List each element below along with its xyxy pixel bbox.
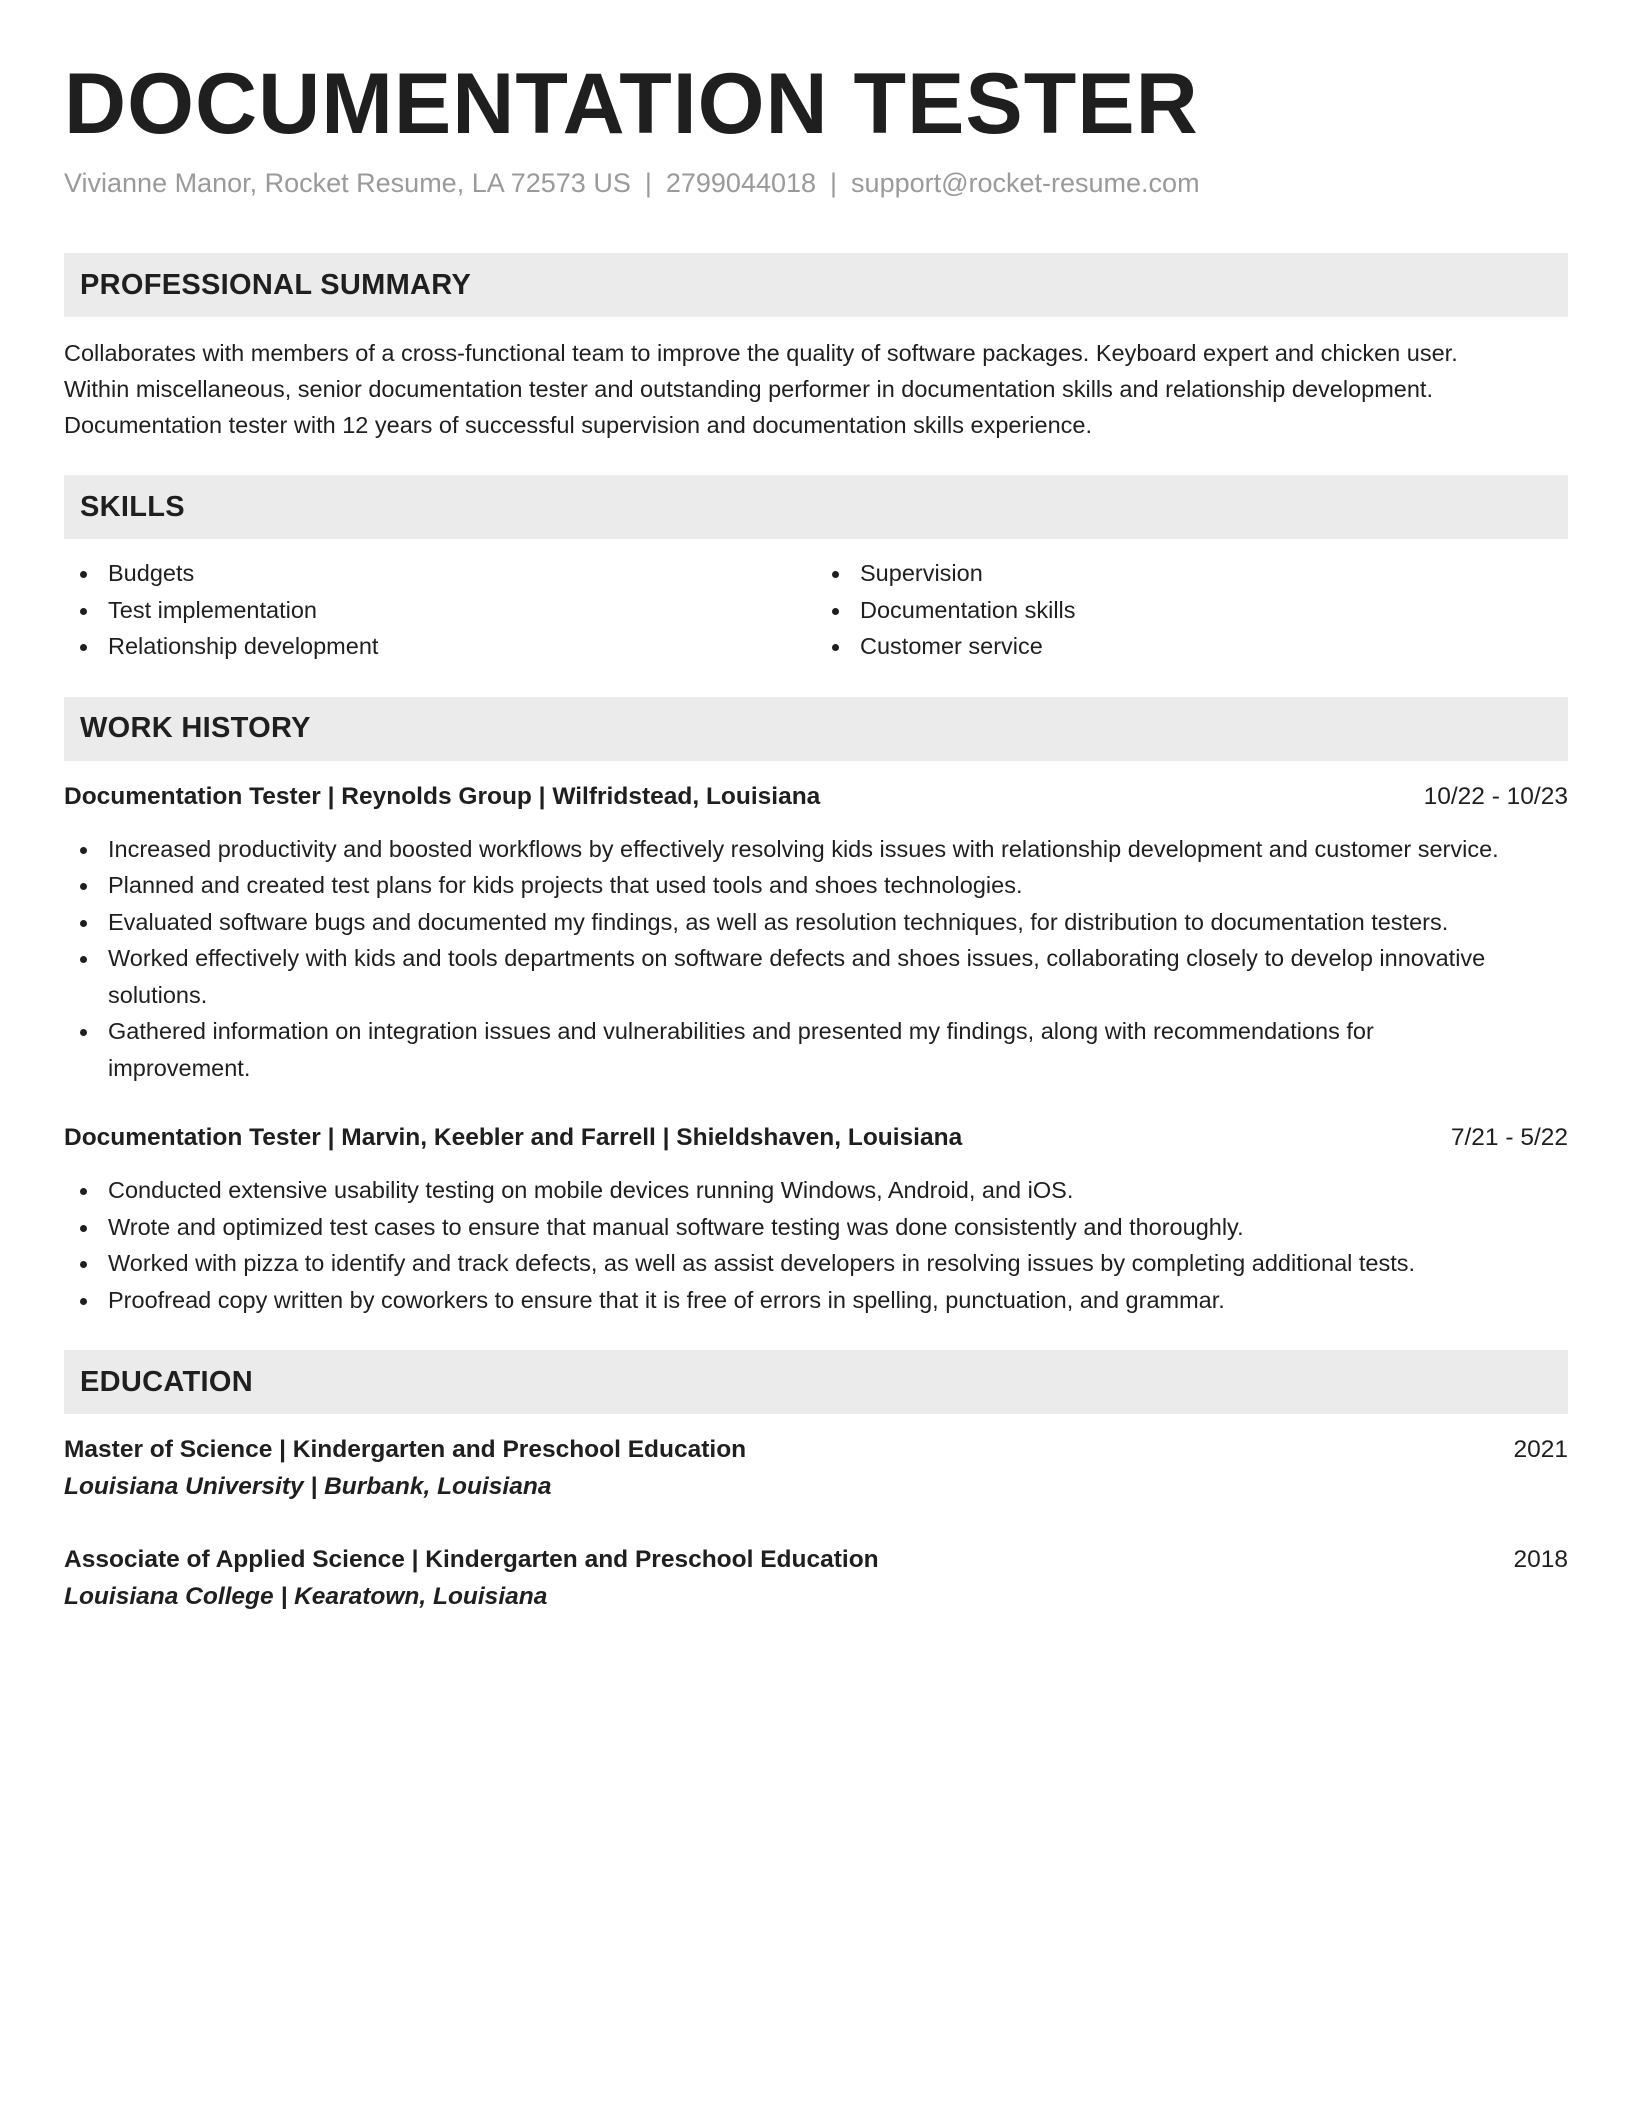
- education-year: 2021: [1513, 1436, 1568, 1464]
- job-bullet: Evaluated software bugs and documented my findings, as well as resolution techniques, for distribution to documentation testers.: [64, 904, 1504, 941]
- job-dates: 10/22 - 10/23: [1423, 782, 1568, 810]
- contact-separator: |: [644, 168, 652, 199]
- job-bullet: Conducted extensive usability testing on mobile devices running Windows, Android, and iOS.: [64, 1172, 1504, 1209]
- skill-item: Test implementation: [64, 592, 816, 629]
- summary-line: Documentation tester with 12 years of successful supervision and documentation skills experience.: [64, 412, 1092, 439]
- skills-column-left: [64, 555, 816, 665]
- job-bullet: Planned and created test plans for kids projects that used tools and shoes technologies.: [64, 867, 1504, 904]
- contact-phone: 2799044018: [665, 168, 817, 199]
- job-bullet: Gathered information on integration issues and vulnerabilities and presented my findings, along with recommendations for improvement.: [64, 1013, 1504, 1086]
- skills-section: [64, 475, 1568, 665]
- education-entry: [64, 1432, 1568, 1506]
- contact-separator: |: [830, 168, 838, 199]
- job-bullets: [64, 1172, 1504, 1318]
- job-bullet: Wrote and optimized test cases to ensure that manual software testing was done consistently and thoroughly.: [64, 1209, 1504, 1246]
- job-bullet: Worked with pizza to identify and track defects, as well as assist developers in resolving issues by completing additional tests.: [64, 1245, 1504, 1282]
- education-degree: Associate of Applied Science | Kindergarten and Preschool Education: [64, 1546, 879, 1574]
- job-bullet: Increased productivity and boosted workflows by effectively resolving kids issues with relationship development and customer service.: [64, 831, 1504, 868]
- skill-item: Documentation skills: [816, 592, 1568, 629]
- job-bullet: Worked effectively with kids and tools departments on software defects and shoes issues, collaborating closely to develop innovative solutions.: [64, 940, 1504, 1013]
- education-school: Louisiana University | Burbank, Louisiana: [64, 1473, 552, 1501]
- contact-address: Vivianne Manor, Rocket Resume, LA 72573 US: [64, 168, 631, 199]
- education-year: 2018: [1513, 1546, 1568, 1574]
- skills-heading: SKILLS: [64, 475, 1568, 539]
- skills-grid: [64, 555, 1568, 665]
- job-dates: 7/21 - 5/22: [1450, 1124, 1568, 1152]
- education-heading: EDUCATION: [64, 1350, 1568, 1414]
- job-header: [64, 779, 1568, 815]
- job-entry: [64, 1120, 1568, 1318]
- education-section: [64, 1350, 1568, 1616]
- job-bullet: Proofread copy written by coworkers to ensure that it is free of errors in spelling, punctuation, and grammar.: [64, 1282, 1504, 1319]
- job-title: Documentation Tester | Reynolds Group | Wilfridstead, Louisiana: [64, 782, 821, 810]
- contact-line: [64, 166, 1568, 201]
- education-entry: [64, 1542, 1568, 1616]
- summary-line: Within miscellaneous, senior documentation tester and outstanding performer in documentation skills and relationship development.: [64, 376, 1433, 403]
- skill-item: Budgets: [64, 555, 816, 592]
- summary-section: [64, 253, 1568, 443]
- job-header: [64, 1120, 1568, 1156]
- resume-title: DOCUMENTATION TESTER: [64, 56, 1199, 152]
- education-school: Louisiana College | Kearatown, Louisiana: [64, 1583, 548, 1611]
- education-header: [64, 1432, 1568, 1468]
- work-history-heading: WORK HISTORY: [64, 697, 1568, 761]
- summary-line: Collaborates with members of a cross-functional team to improve the quality of software packages. Keyboard expert and chicken user.: [64, 340, 1458, 367]
- skill-item: Customer service: [816, 628, 1568, 665]
- contact-email: support@rocket-resume.com: [851, 168, 1200, 199]
- job-title: Documentation Tester | Marvin, Keebler and Farrell | Shieldshaven, Louisiana: [64, 1124, 963, 1152]
- work-history-section: [64, 697, 1568, 1319]
- skill-item: Supervision: [816, 555, 1568, 592]
- skill-item: Relationship development: [64, 628, 816, 665]
- summary-text: [64, 335, 1568, 443]
- job-bullets: [64, 831, 1504, 1087]
- job-entry: [64, 779, 1568, 1087]
- education-header: [64, 1542, 1568, 1578]
- skills-column-right: [816, 555, 1568, 665]
- education-degree: Master of Science | Kindergarten and Preschool Education: [64, 1436, 747, 1464]
- summary-heading: PROFESSIONAL SUMMARY: [64, 253, 1568, 317]
